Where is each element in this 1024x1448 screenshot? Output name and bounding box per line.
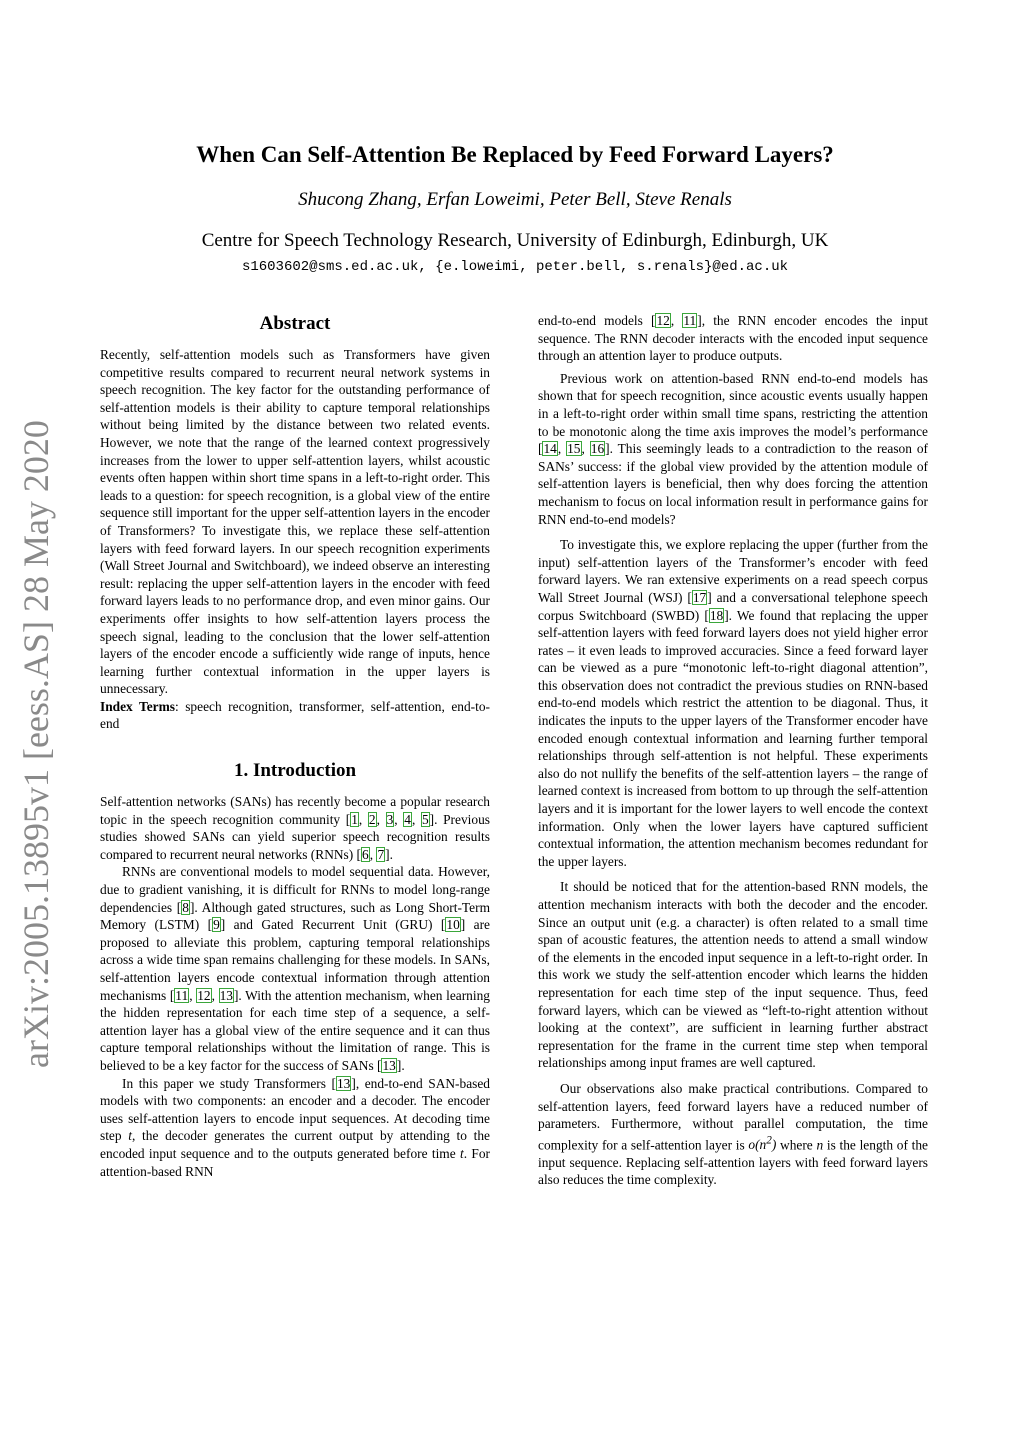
citation-link[interactable]: 10: [446, 917, 460, 933]
citation-link[interactable]: 13: [219, 987, 233, 1003]
intro-paragraph-1: Self-attention networks (SANs) has recently become a popular research topic in the speech recognition community [1, 2, 3, 4, 5]. Previous studies showed SANs can yield superior speech recognition results compared to recurrent neural networks (RNNs) [6, 7].: [100, 794, 490, 862]
author-emails: s1603602@sms.ed.ac.uk, {e.loweimi, peter.bell, s.renals}@ed.ac.uk: [241, 259, 789, 275]
arxiv-identifier-stamp: arXiv:2005.13895v1 [eess.AS] 28 May 2020: [16, 420, 56, 1068]
right-paragraph-1: end-to-end models [12, 11], the RNN encoder encodes the input sequence. The RNN decoder interacts with the encoded input sequence through an attention layer to produce outputs.: [538, 313, 928, 364]
citation-link[interactable]: 9: [213, 917, 220, 933]
right-paragraph-4: It should be noticed that for the attention-based RNN models, the attention mechanism interacts with both the decoder and the encoder. Since an output unit (e.g. a character) is often related to a small time span of acoustic features, the attention needs to attend a small window of the elements in the encoded input sequence in a left-to-right order. In this work we study the self-attention encoder which learns the hidden representation for each time step of the input sequence. Thus, feed forward layers, which can be viewed as “left-to-right attention without looking at the context”, are sufficient in learning further abstract representation for the frame in the current time step when temporal relationships among input frames are well captured.: [538, 879, 928, 1071]
introduction-heading: 1. Introduction: [233, 760, 357, 782]
right-column: [538, 312, 928, 1189]
index-terms: [100, 698, 490, 733]
citation-link[interactable]: 16: [590, 441, 605, 457]
right-paragraph-3: To investigate this, we explore replacing the upper (further from the input) self-attention layers of the Transformer’s encoder with feed forward layers. We ran extensive experiments on a read speech corpus Wall Street Journal (WSJ) [17] and a conversational telephone speech corpus Switchboard (SWBD) [18]. We found that replacing the upper self-attention layers with feed forward layers does not yield higher error rates – it even leads to improved accuracies. Since a feed forward layer can be viewed as a pure “monotonic left-to-right diagonal attention”, this observation does not contradict the previous studies on RNN-based end-to-end models which restrict the attention to be diagonal. Thus, it indicates the inputs to the upper layers of the Transformer encoder have encoded enough contextual information and learning further temporal relationships through self-attention is not helpful. These experiments also do not nullify the benefits of the self-attention layers – the range of learned context is increased from bottom to up through the self-attention layers and it is important for the lower layers to well encode the context information. Only when the lower layers have captured sufficient contextual information, the attention mechanism becomes redundant for the upper layers.: [538, 537, 928, 869]
citation-link[interactable]: 4: [404, 811, 411, 827]
citation-link[interactable]: 11: [683, 313, 697, 328]
math-expression: $o(n^2)$: [748, 1134, 777, 1153]
author-list: Shucong Zhang, Erfan Loweimi, Peter Bell, Steve Renals: [298, 189, 732, 210]
citation-link[interactable]: 14: [543, 441, 557, 457]
affiliation: Centre for Speech Technology Research, University of Edinburgh, Edinburgh, UK: [201, 230, 829, 251]
citation-link[interactable]: 12: [656, 313, 670, 328]
abstract-heading: Abstract: [259, 313, 331, 334]
abstract-text: Recently, self-attention models such as Transformers have given competitive results compared to recurrent neural network systems in speech recognition. The key factor for the outstanding performance of self-attention models is their ability to capture temporal relationships without being limited by the distance between two related events. However, we note that the range of the learned context progressively increases from the lower to upper self-attention layers, whilst acoustic events often happen within short time spans in a left-to-right order. This leads to a question: for speech recognition, is a global view of the entire sequence still important for the upper self-attention layers in the encoder of Transformers? To investigate this, we replace these self-attention layers with feed forward layers. In our speech recognition experiments (Wall Street Journal and Switchboard), we indeed observe an interesting result: replacing the upper self-attention layers in the encoder with feed forward layers leads to no performance drop, and even minor gains. Our experiments offer insights to how self-attention layers process the speech signal, leading to the conclusion that the lower self-attention layers of the encoder encode a sufficiently wide range of inputs, hence learning further contextual information in the upper layers is unnecessary.: [100, 347, 490, 697]
citation-link[interactable]: 5: [421, 811, 429, 827]
math-variable: n: [816, 1137, 824, 1153]
index-terms-text: : speech recognition, transformer, self-attention, end-to-end: [100, 698, 490, 732]
citation-link[interactable]: 7: [377, 846, 385, 862]
citation-link[interactable]: 2: [368, 811, 376, 827]
intro-paragraph-2: RNNs are conventional models to model sequential data. However, due to gradient vanishing, it is difficult for RNNs to model long-range dependencies [8]. Although gated structures, such as Long Short-Term Memory (LSTM) [9] and Gated Recurrent Unit (GRU) [10] are proposed to alleviate this problem, capturing temporal relationships across a wide time span remains challenging for these models. In SANs, self-attention layers encode contextual information through attention mechanisms [11, 12, 13]. With the attention mechanism, when learning the hidden representation for each time step of a sequence, a self-attention layer has a global view of the entire sequence and it can thus capture temporal relationships without the limitation of range. This is believed to be a key factor for the success of SANs [13].: [100, 864, 491, 1073]
citation-link[interactable]: 3: [386, 811, 394, 827]
math-variable: t: [128, 1128, 132, 1144]
citation-link[interactable]: 11: [175, 987, 189, 1003]
math-variable: t: [459, 1145, 464, 1161]
left-column: [100, 312, 490, 1180]
right-paragraph-2: Previous work on attention-based RNN end-to-end models has shown that for speech recognition, since acoustic events usually happen in a left-to-right order within small time spans, restricting the attention to be monotonic along the time axis improves the model’s performance [14, 15, 16]. This seemingly leads to a contradiction to the reason of SANs’ success: if the global view provided by the attention module of self-attention layers is beneficial, then why does forcing the attention mechanism to focus on local information result in performance gains for RNN end-to-end models?: [538, 370, 928, 527]
citation-link[interactable]: 8: [182, 899, 189, 915]
citation-link[interactable]: 12: [197, 987, 211, 1003]
citation-link[interactable]: 6: [362, 846, 369, 862]
citation-link[interactable]: 13: [336, 1075, 351, 1091]
citation-link[interactable]: 15: [567, 441, 581, 457]
citation-link[interactable]: 13: [382, 1057, 396, 1073]
index-terms-label: Index Terms: [100, 698, 175, 714]
citation-link[interactable]: 17: [692, 589, 707, 605]
citation-link[interactable]: 1: [351, 811, 358, 827]
intro-paragraph-3: In this paper we study Transformers [13], end-to-end SAN-based models with two components: an encoder and a decoder. The encoder uses self-attention layers to encode input sequences. At decoding time step t, the decoder generates the current output by attending to the encoded input sequence and to the outputs generated before time t. For attention-based RNN: [100, 1075, 491, 1179]
right-paragraph-5: Our observations also make practical contributions. Compared to self-attention layers, feed forward layers have a reduced number of parameters. Furthermore, without parallel computation, the time complexity for a self-attention layer is $o(n^2)$ where n is the length of the input sequence. Replacing self-attention layers with feed forward layers also reduces the time complexity.: [538, 1080, 928, 1188]
paper-title: When Can Self-Attention Be Replaced by Feed Forward Layers?: [196, 142, 834, 167]
citation-link[interactable]: 18: [709, 607, 724, 623]
